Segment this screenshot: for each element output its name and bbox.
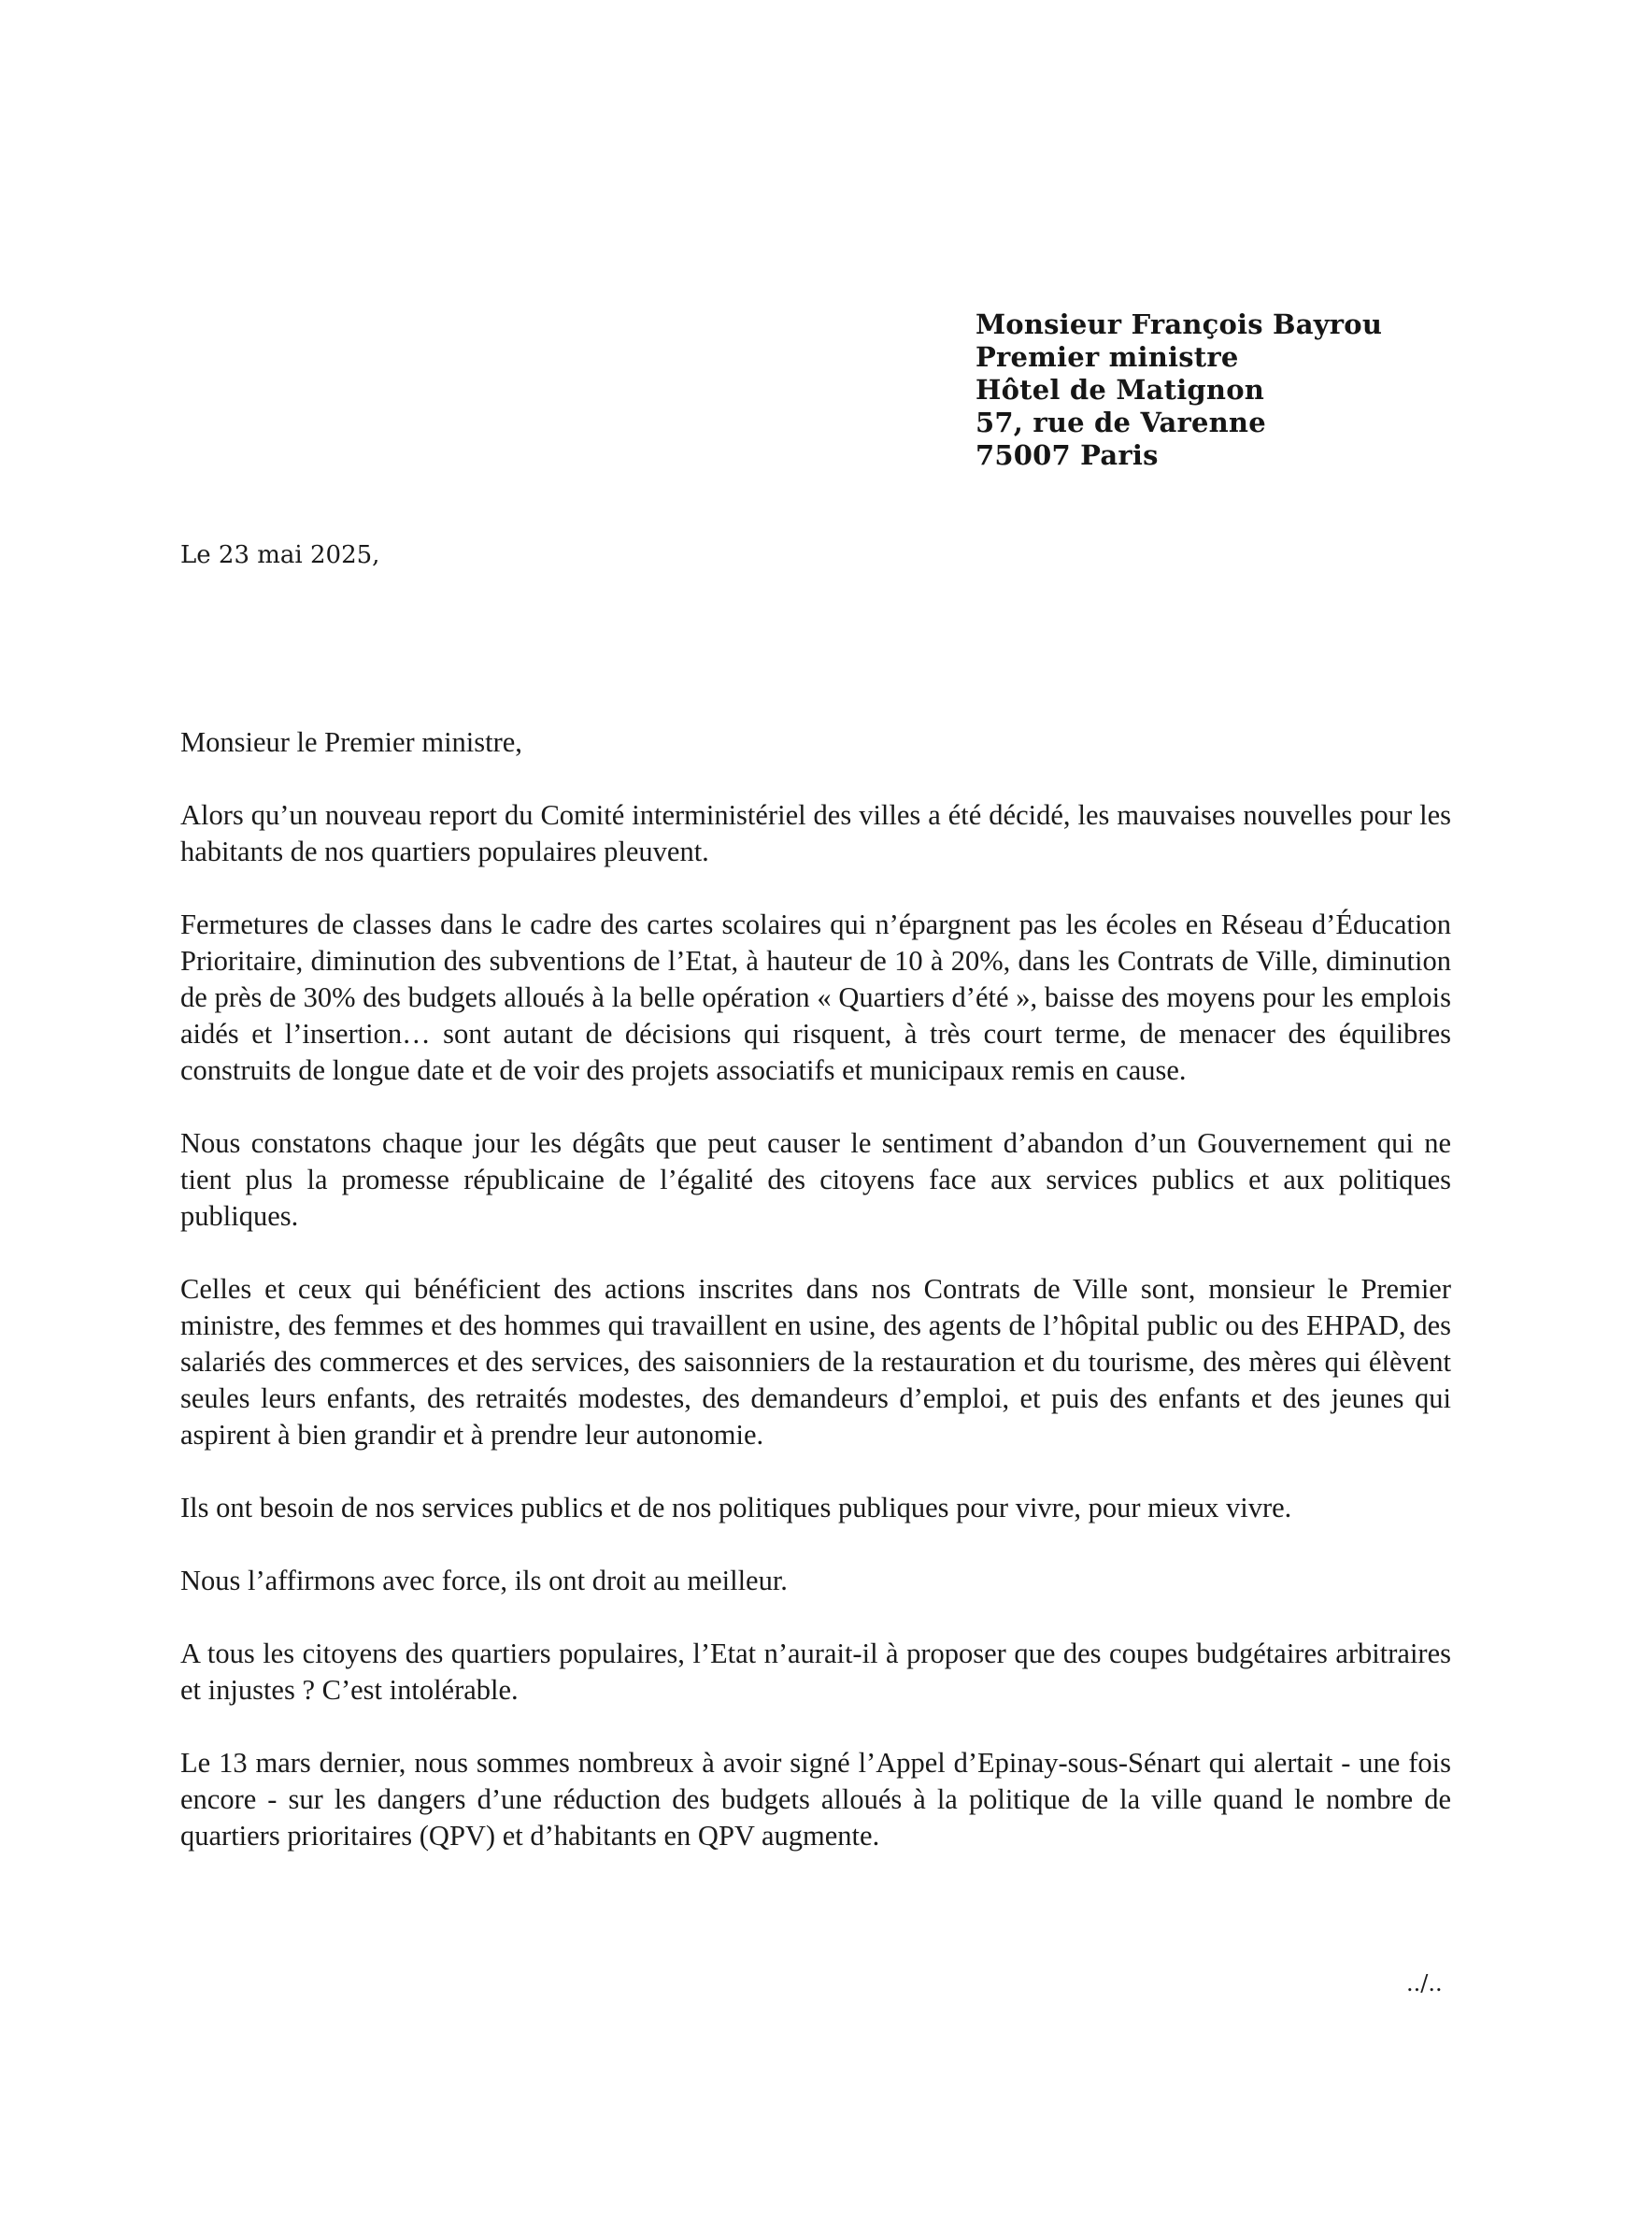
recipient-street: 57, rue de Varenne bbox=[976, 407, 1266, 438]
recipient-title: Premier ministre bbox=[976, 341, 1239, 373]
recipient-name: Monsieur François Bayrou bbox=[976, 308, 1383, 340]
page-continuation-mark: ../.. bbox=[1406, 1970, 1443, 1996]
paragraph-8: Le 13 mars dernier, nous sommes nombreux à avoir signé l’Appel d’Epinay-sous-Sénart qui alertait - une fois encore - sur les dangers d’une réduction des budgets alloués à la politique de la ville quand le nombre de quartiers prioritaires (QPV) et d’habitants en QPV augmente. bbox=[180, 1747, 1451, 1852]
salutation: Monsieur le Premier ministre, bbox=[180, 726, 522, 758]
recipient-address-block bbox=[976, 308, 1382, 472]
paragraph-5: Ils ont besoin de nos services publics et de nos politiques publiques pour vivre, pour mieux vivre. bbox=[180, 1492, 1292, 1523]
paragraph-1: Alors qu’un nouveau report du Comité interministériel des villes a été décidé, les mauvaises nouvelles pour les habitants de nos quartiers populaires pleuvent. bbox=[180, 799, 1451, 867]
letter-date: Le 23 mai 2025, bbox=[180, 541, 380, 569]
paragraph-6: Nous l’affirmons avec force, ils ont droit au meilleur. bbox=[180, 1565, 788, 1596]
paragraph-2: Fermetures de classes dans le cadre des cartes scolaires qui n’épargnent pas les écoles en Réseau d’Éducation Prioritaire, diminution des subventions de l’Etat, à hauteur de 10 à 20%, dans les Contrats de Ville, diminution de près de 30% des budgets alloués à la belle opération « Quartiers d’été », baisse des moyens pour les emplois aidés et l’insertion… sont autant de décisions qui risquent, à très court terme, de menacer des équilibres construits de longue date et de voir des projets associatifs et municipaux remis en cause. bbox=[180, 908, 1451, 1086]
recipient-city: 75007 Paris bbox=[976, 439, 1159, 471]
recipient-building: Hôtel de Matignon bbox=[976, 374, 1265, 406]
paragraph-7: A tous les citoyens des quartiers populaires, l’Etat n’aurait-il à proposer que des coupes budgétaires arbitraires et injustes ? C’est intolérable. bbox=[180, 1638, 1451, 1706]
letter-body bbox=[180, 724, 1451, 1891]
paragraph-4: Celles et ceux qui bénéficient des actions inscrites dans nos Contrats de Ville sont, monsieur le Premier ministre, des femmes et des hommes qui travaillent en usine, des agents de l’hôpital public ou des EHPAD, des salariés des commerces et des services, des saisonniers de la restauration et du tourisme, des mères qui élèvent seules leurs enfants, des retraités modestes, des demandeurs d’emploi, et puis des enfants et des jeunes qui aspirent à bien grandir et à prendre leur autonomie. bbox=[180, 1273, 1451, 1451]
paragraph-3: Nous constatons chaque jour les dégâts que peut causer le sentiment d’abandon d’un Gouvernement qui ne tient plus la promesse républicaine de l’égalité des citoyens face aux services publics et aux politiques publiques. bbox=[180, 1127, 1451, 1232]
